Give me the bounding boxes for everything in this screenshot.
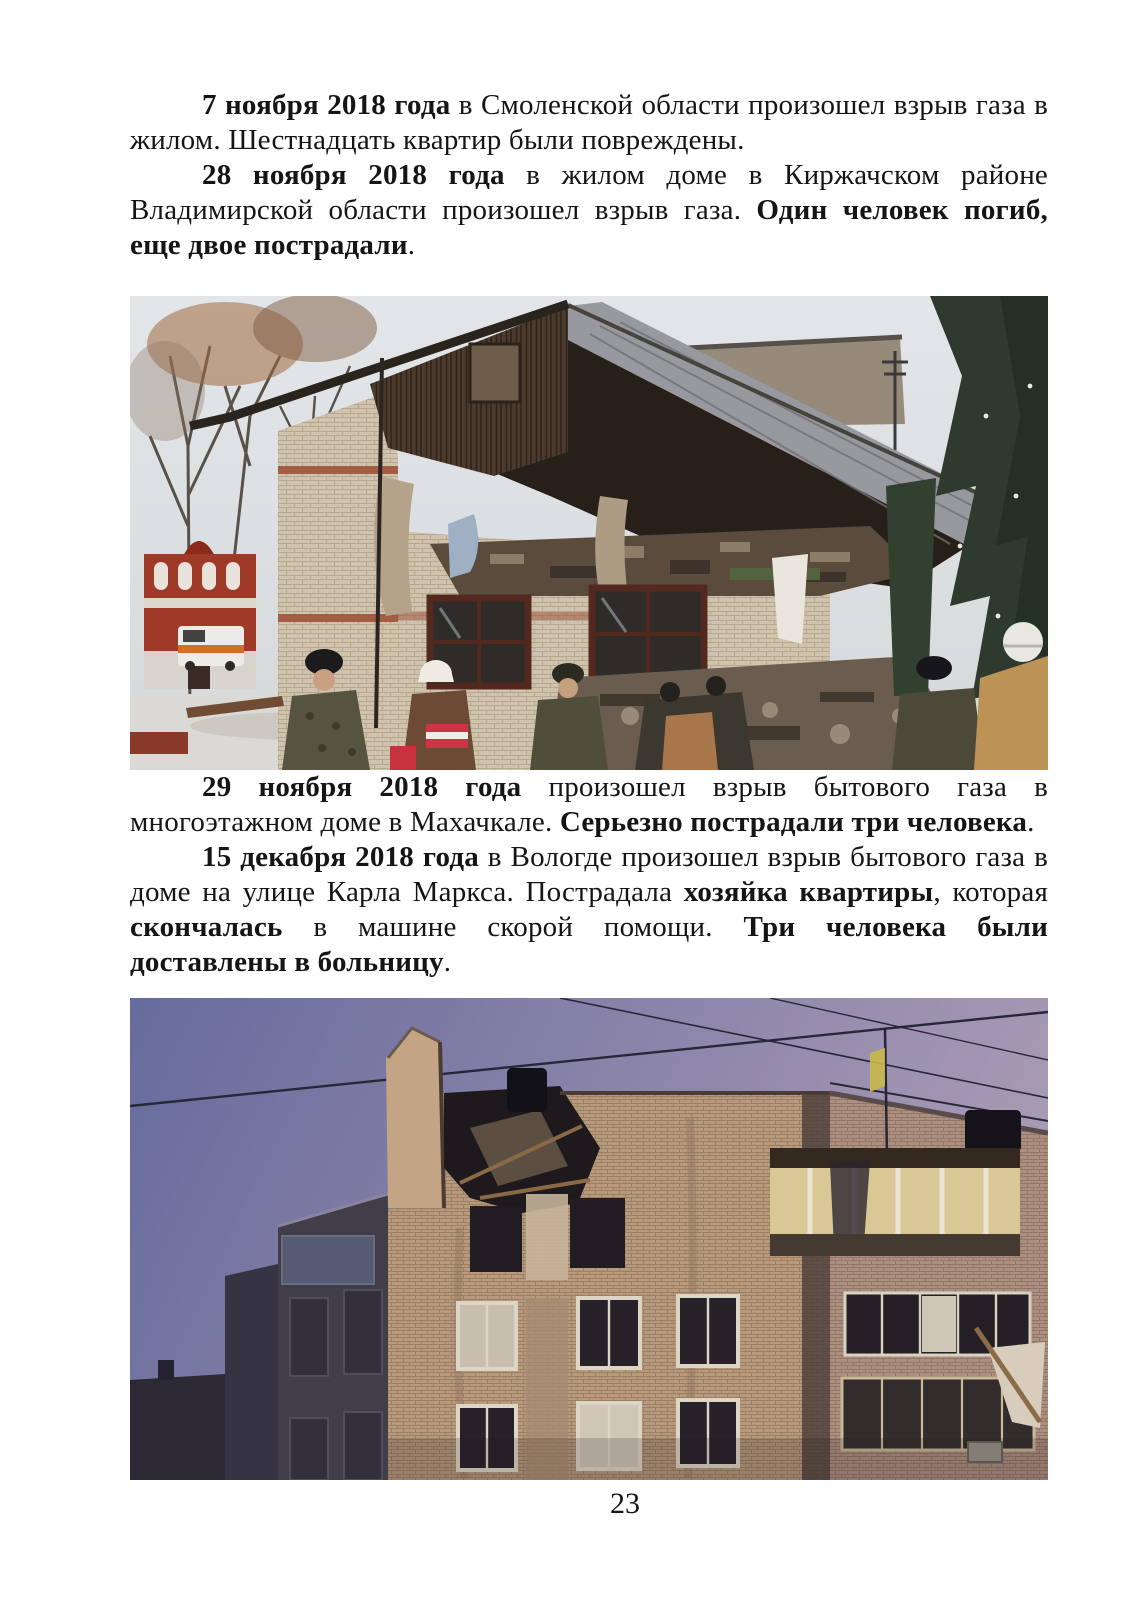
text-segment: в Смоленской области произошел взрыв газа в жилом. Шестнадцать квартир были повреждены. <box>130 89 1049 156</box>
text-segment: произошел взрыв бытового газа в многоэтажном доме в Махачкале. <box>130 771 1048 838</box>
died-bold-text: скончалась <box>130 911 283 943</box>
photo-damaged-apartment-illustration <box>130 998 1048 1480</box>
photo1-scene <box>130 296 1048 770</box>
paragraph-4-date: 15 декабря 2018 года <box>202 841 479 873</box>
paragraph-1-date: 7 ноября 2018 года <box>202 89 451 121</box>
paragraph-2 <box>130 158 1048 263</box>
paragraph-1 <box>130 88 1048 158</box>
hospital-bold-text: Три человека были доставлены в больницу <box>130 911 1048 978</box>
text-segment: в машине скорой помощи. <box>282 911 744 943</box>
casualties-bold-text: Серьезно пострадали три человека <box>559 806 1028 838</box>
photo2-scene <box>130 998 1048 1480</box>
paragraph-3 <box>130 770 1048 840</box>
text-segment: . <box>1027 806 1035 838</box>
adjacent-building <box>278 1194 388 1480</box>
page-number: 23 <box>610 1487 640 1520</box>
damaged-building <box>386 1028 830 1480</box>
text-segment: в Вологде произошел взрыв бытового газа в доме на улице Карла Маркса. Пострадала <box>130 841 1048 908</box>
church <box>144 541 256 689</box>
paragraph-3-date: 29 ноября 2018 года <box>202 771 522 803</box>
victim-bold-text: хозяйка квартиры <box>683 876 934 908</box>
paragraph-4 <box>130 840 1048 980</box>
photo-destroyed-house-kirzhach <box>130 296 1048 770</box>
text-segment: в жилом доме в Киржачском районе Владимирской области произошел взрыв газа. <box>130 159 1048 226</box>
ambulance <box>178 626 244 671</box>
paragraph-2-date: 28 ноября 2018 года <box>202 159 505 191</box>
text-segment: . <box>407 229 416 261</box>
photo-damaged-apartment-vologda <box>130 998 1048 1480</box>
photo-destroyed-house-illustration <box>130 296 1048 770</box>
text-segment: , которая <box>933 876 1048 908</box>
text-segment: . <box>443 946 452 978</box>
casualties-bold-text: Один человек погиб, еще двое пострадали <box>130 194 1048 261</box>
